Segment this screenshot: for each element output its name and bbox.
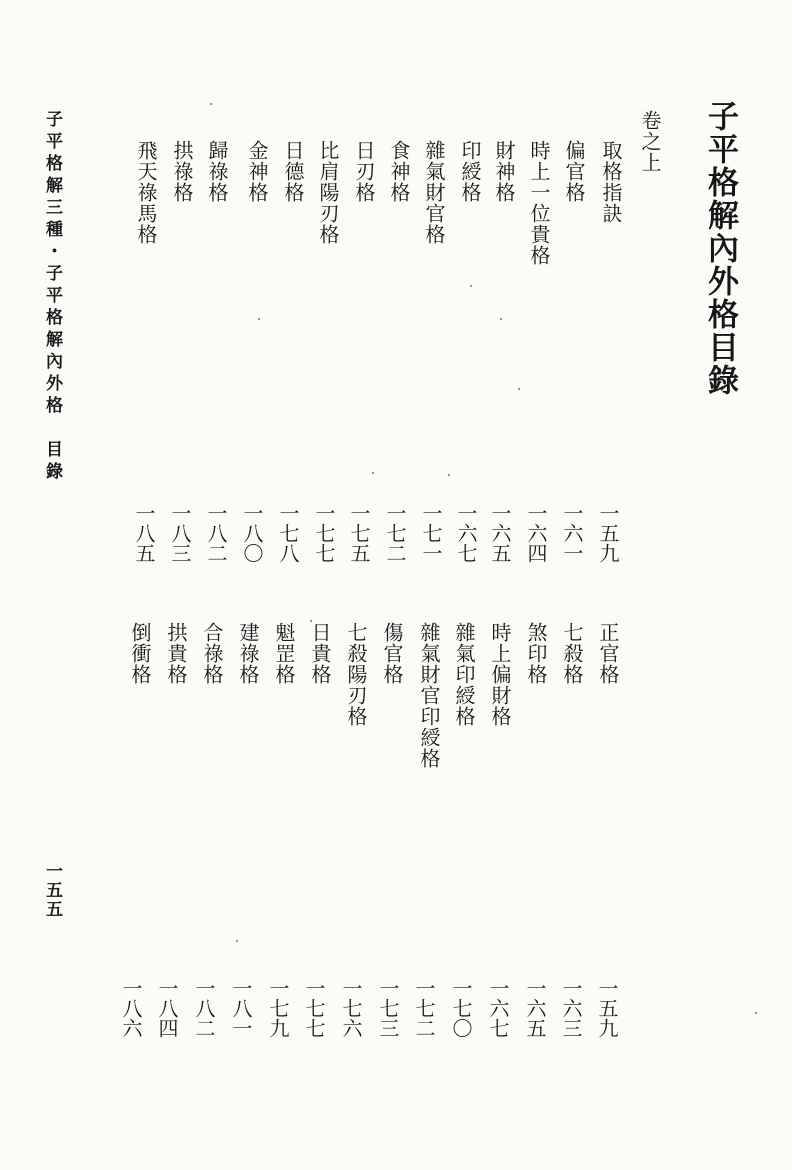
upper-entry: 日刃格 — [352, 140, 376, 203]
lower-entry: 雜氣印綬格 — [452, 622, 476, 727]
page-number: 一六五 — [488, 503, 512, 563]
page-number: 一八四 — [155, 978, 179, 1038]
upper-entry: 時上一位貴格 — [527, 140, 551, 266]
page-number: 一七七 — [302, 978, 326, 1038]
lower-entry: 雜氣財官印綬格 — [417, 622, 441, 769]
volume-heading: 卷之上 — [638, 110, 662, 173]
lower-entry: 建祿格 — [236, 622, 260, 685]
page-number: 一八二 — [192, 978, 216, 1038]
upper-entry: 飛天祿馬格 — [134, 140, 158, 245]
page-number: 一七七 — [312, 503, 336, 563]
page-number: 一八二 — [204, 503, 228, 563]
folio-page-number: 一五五 — [42, 862, 62, 919]
upper-entry: 比肩陽刃格 — [316, 140, 340, 245]
page-number: 一七九 — [266, 978, 290, 1038]
scan-speck — [258, 318, 260, 320]
upper-entry: 財神格 — [492, 140, 516, 203]
page-number: 一七六 — [339, 978, 363, 1038]
upper-entry: 金神格 — [245, 140, 269, 203]
page-number: 一六五 — [523, 978, 547, 1038]
page-number: 一八六 — [119, 978, 143, 1038]
upper-entry: 印綬格 — [458, 140, 482, 203]
upper-entry: 取格指訣 — [599, 140, 623, 224]
upper-entry: 拱祿格 — [170, 140, 194, 203]
lower-entry: 傷官格 — [380, 622, 404, 685]
page-number: 一七三 — [376, 978, 400, 1038]
upper-entry: 日德格 — [281, 140, 305, 203]
lower-entry: 拱貴格 — [164, 622, 188, 685]
scan-speck — [755, 1012, 757, 1014]
scan-speck — [310, 620, 312, 622]
page-number: 一七五 — [347, 503, 371, 563]
scan-speck — [210, 103, 212, 105]
page-number: 一六七 — [454, 503, 478, 563]
page-number: 一八〇 — [240, 503, 264, 563]
lower-entry: 七殺格 — [560, 622, 584, 685]
page-number: 一七一 — [419, 503, 443, 563]
page-number: 一八三 — [168, 503, 192, 563]
upper-entry: 歸祿格 — [205, 140, 229, 203]
page-number: 一六三 — [559, 978, 583, 1038]
scan-speck — [372, 472, 374, 474]
lower-entry: 七殺陽刃格 — [344, 622, 368, 727]
lower-entry: 正官格 — [596, 622, 620, 685]
page-number: 一七〇 — [449, 978, 473, 1038]
lower-entry: 時上偏財格 — [488, 622, 512, 727]
lower-entry: 魁罡格 — [272, 622, 296, 685]
page-number: 一五九 — [596, 503, 620, 563]
page-number: 一六四 — [524, 503, 548, 563]
margin-running-title: 子平格解三種・子平格解內外格 目錄 — [42, 110, 62, 484]
upper-entry: 偏官格 — [562, 140, 586, 203]
page-number: 一七二 — [383, 503, 407, 563]
lower-entry: 倒衝格 — [128, 622, 152, 685]
lower-entry: 合祿格 — [200, 622, 224, 685]
page-number: 一七八 — [276, 503, 300, 563]
lower-entry: 日貴格 — [308, 622, 332, 685]
upper-entry: 雜氣財官格 — [422, 140, 446, 245]
scan-speck — [448, 474, 450, 476]
page-number: 一八五 — [132, 503, 156, 563]
page-number: 一八一 — [229, 978, 253, 1038]
page-number: 一五九 — [595, 978, 619, 1038]
scan-speck — [236, 940, 238, 942]
scan-speck — [500, 318, 502, 320]
page-number: 一七二 — [412, 978, 436, 1038]
page-number: 一六七 — [486, 978, 510, 1038]
scan-speck — [470, 285, 472, 287]
upper-entry: 食神格 — [387, 140, 411, 203]
lower-entry: 煞印格 — [524, 622, 548, 685]
page-number: 一六一 — [560, 503, 584, 563]
scan-speck — [518, 388, 520, 390]
page-title: 子平格解內外格目錄 — [702, 100, 738, 397]
